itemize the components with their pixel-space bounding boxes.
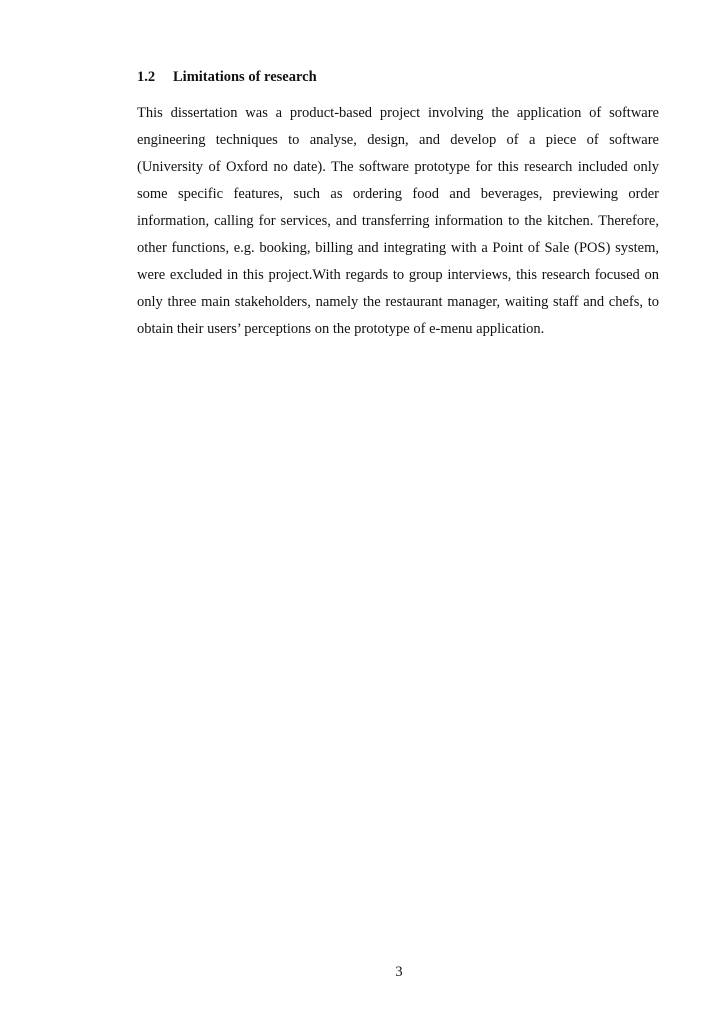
paragraph-line: (University of Oxford no date). The software prototype for this research included only (137, 159, 659, 175)
section-number: 1.2 (137, 69, 156, 85)
section-heading (137, 68, 317, 86)
paragraph-line: other functions, e.g. booking, billing and integrating with a Point of Sale (POS) system, (137, 240, 659, 256)
paragraph-line: some specific features, such as ordering food and beverages, previewing order (137, 186, 659, 202)
paragraph-line: were excluded in this project.With regards to group interviews, this research focused on (137, 267, 659, 283)
paragraph-line: only three main stakeholders, namely the restaurant manager, waiting staff and chefs, to (137, 294, 659, 310)
page-number: 3 (395, 964, 403, 980)
paragraph-line: engineering techniques to analyse, design, and develop of a piece of software (137, 132, 659, 148)
paragraph-line: This dissertation was a product-based project involving the application of software (137, 105, 659, 121)
body-paragraph (137, 100, 659, 343)
page-number-footer (0, 963, 728, 981)
paragraph-line: information, calling for services, and transferring information to the kitchen. Therefore, (137, 213, 659, 229)
paragraph-line: obtain their users’ perceptions on the prototype of e-menu application. (137, 321, 545, 337)
section-title: Limitations of research (173, 69, 317, 85)
